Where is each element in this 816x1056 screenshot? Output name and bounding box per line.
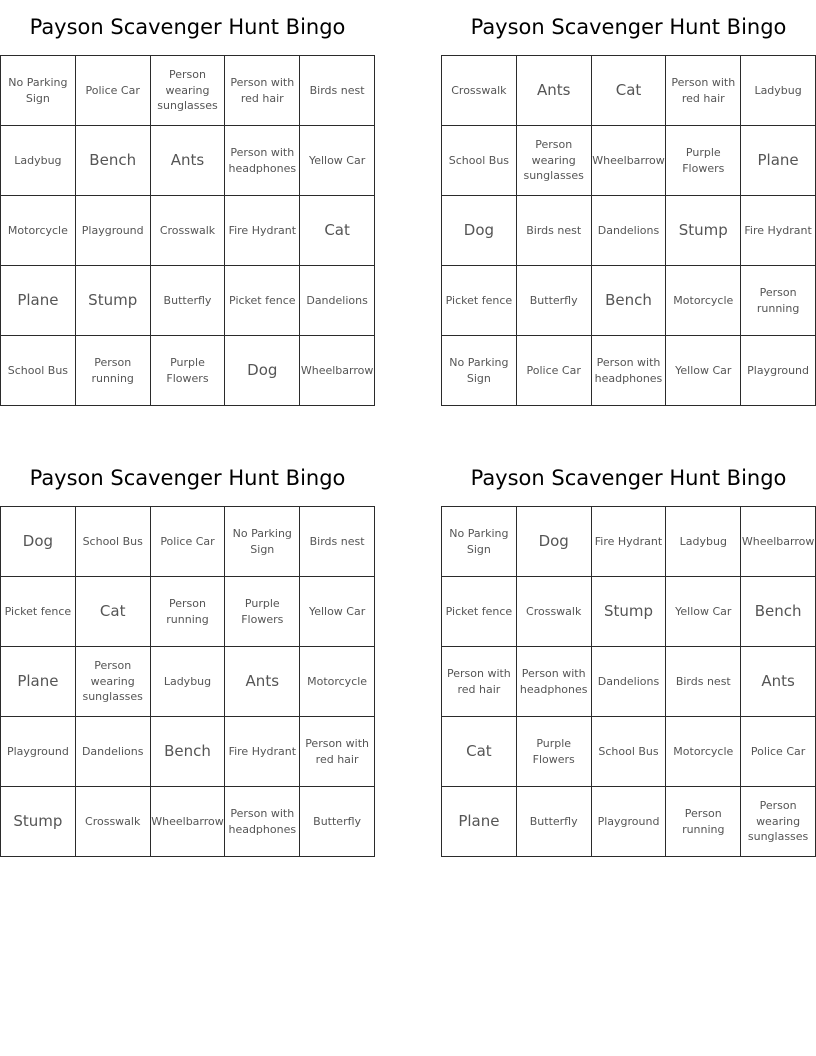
bingo-grid: [0, 55, 375, 406]
bingo-cell: Crosswalk: [517, 577, 592, 647]
bingo-cell: Picket fence: [225, 266, 300, 336]
bingo-cell: Birds nest: [517, 196, 592, 266]
bingo-cell: Bench: [592, 266, 667, 336]
bingo-cell: Person with red hair: [300, 717, 375, 787]
bingo-cell: Person with red hair: [442, 647, 517, 717]
bingo-cell: No Parking Sign: [442, 336, 517, 406]
bingo-grid: [441, 506, 816, 857]
bingo-cell: Dog: [517, 507, 592, 577]
bingo-cell: Stump: [666, 196, 741, 266]
bingo-cell: Purple Flowers: [151, 336, 226, 406]
card-title: Payson Scavenger Hunt Bingo: [470, 15, 787, 39]
bingo-cell: Dog: [225, 336, 300, 406]
bingo-card-2: [441, 0, 816, 406]
bingo-cell: Picket fence: [442, 577, 517, 647]
bingo-cell: School Bus: [442, 126, 517, 196]
bingo-cell: Cat: [76, 577, 151, 647]
card-title: Payson Scavenger Hunt Bingo: [29, 15, 346, 39]
bingo-cell: Fire Hydrant: [592, 507, 667, 577]
bingo-cell: Ants: [151, 126, 226, 196]
bingo-cell: Wheelbarrow: [592, 126, 667, 196]
bingo-cell: Person wearing sunglasses: [741, 787, 816, 857]
card-title: Payson Scavenger Hunt Bingo: [470, 466, 787, 490]
bingo-cell: Purple Flowers: [517, 717, 592, 787]
bingo-cell: Motorcycle: [1, 196, 76, 266]
bingo-cell: Ants: [517, 56, 592, 126]
bingo-cell: Cat: [300, 196, 375, 266]
bingo-cell: Stump: [592, 577, 667, 647]
bingo-cell: Person wearing sunglasses: [76, 647, 151, 717]
bingo-cell: Purple Flowers: [225, 577, 300, 647]
bingo-cell: Person with headphones: [592, 336, 667, 406]
bingo-cell: Playground: [76, 196, 151, 266]
bingo-cell: Crosswalk: [151, 196, 226, 266]
bingo-cell: Stump: [76, 266, 151, 336]
bingo-cell: Person wearing sunglasses: [517, 126, 592, 196]
bingo-cell: Ladybug: [1, 126, 76, 196]
bingo-cell: Yellow Car: [666, 577, 741, 647]
bingo-cell: Police Car: [741, 717, 816, 787]
bingo-cell: Ants: [225, 647, 300, 717]
bingo-cell: Plane: [1, 266, 76, 336]
bingo-cell: Butterfly: [151, 266, 226, 336]
bingo-cell: Dandelions: [592, 196, 667, 266]
bingo-cell: Wheelbarrow: [151, 787, 226, 857]
bingo-cell: Butterfly: [300, 787, 375, 857]
bingo-cell: Birds nest: [666, 647, 741, 717]
bingo-cell: Ladybug: [151, 647, 226, 717]
bingo-card-3: [0, 451, 375, 857]
bingo-cell: Person running: [151, 577, 226, 647]
bingo-cell: Picket fence: [1, 577, 76, 647]
bingo-cell: Fire Hydrant: [225, 196, 300, 266]
bingo-cell: Person with headphones: [517, 647, 592, 717]
bingo-cell: Playground: [741, 336, 816, 406]
bingo-cell: Yellow Car: [300, 126, 375, 196]
bingo-cell: Wheelbarrow: [741, 507, 816, 577]
bingo-cell: Person with headphones: [225, 126, 300, 196]
bingo-cell: Dog: [442, 196, 517, 266]
bingo-cell: Stump: [1, 787, 76, 857]
bingo-cell: Fire Hydrant: [225, 717, 300, 787]
bingo-cell: Ladybug: [741, 56, 816, 126]
bingo-cell: No Parking Sign: [225, 507, 300, 577]
bingo-cell: Police Car: [76, 56, 151, 126]
bingo-cell: Police Car: [151, 507, 226, 577]
bingo-cell: Crosswalk: [442, 56, 517, 126]
bingo-cell: Birds nest: [300, 507, 375, 577]
bingo-cell: Cat: [442, 717, 517, 787]
bingo-cell: Butterfly: [517, 787, 592, 857]
bingo-cell: Ladybug: [666, 507, 741, 577]
bingo-cell: Dandelions: [300, 266, 375, 336]
bingo-cell: Butterfly: [517, 266, 592, 336]
bingo-cell: Dandelions: [592, 647, 667, 717]
bingo-cell: No Parking Sign: [442, 507, 517, 577]
bingo-cell: School Bus: [1, 336, 76, 406]
bingo-cell: Yellow Car: [300, 577, 375, 647]
bingo-cell: Wheelbarrow: [300, 336, 375, 406]
bingo-cell: Person with red hair: [666, 56, 741, 126]
bingo-cell: Motorcycle: [666, 266, 741, 336]
bingo-cell: Bench: [741, 577, 816, 647]
bingo-cell: School Bus: [76, 507, 151, 577]
card-title: Payson Scavenger Hunt Bingo: [29, 466, 346, 490]
bingo-cell: School Bus: [592, 717, 667, 787]
bingo-cell: Birds nest: [300, 56, 375, 126]
bingo-cell: Fire Hydrant: [741, 196, 816, 266]
bingo-cell: Picket fence: [442, 266, 517, 336]
bingo-cell: Motorcycle: [666, 717, 741, 787]
bingo-cell: Police Car: [517, 336, 592, 406]
bingo-cell: Yellow Car: [666, 336, 741, 406]
bingo-cell: Purple Flowers: [666, 126, 741, 196]
bingo-cell: Bench: [76, 126, 151, 196]
bingo-cell: Crosswalk: [76, 787, 151, 857]
bingo-cell: Person with headphones: [225, 787, 300, 857]
bingo-card-4: [441, 451, 816, 857]
bingo-grid: [441, 55, 816, 406]
bingo-grid: [0, 506, 375, 857]
bingo-cell: Person running: [76, 336, 151, 406]
bingo-cell: Ants: [741, 647, 816, 717]
bingo-cell: Playground: [1, 717, 76, 787]
bingo-cell: No Parking Sign: [1, 56, 76, 126]
bingo-cell: Dandelions: [76, 717, 151, 787]
bingo-cell: Playground: [592, 787, 667, 857]
bingo-cell: Person wearing sunglasses: [151, 56, 226, 126]
bingo-cell: Motorcycle: [300, 647, 375, 717]
bingo-cell: Plane: [442, 787, 517, 857]
bingo-cell: Dog: [1, 507, 76, 577]
bingo-cell: Plane: [1, 647, 76, 717]
bingo-card-1: [0, 0, 375, 406]
bingo-cell: Person with red hair: [225, 56, 300, 126]
bingo-cell: Plane: [741, 126, 816, 196]
bingo-cell: Bench: [151, 717, 226, 787]
bingo-cell: Person running: [741, 266, 816, 336]
bingo-cell: Person running: [666, 787, 741, 857]
bingo-cell: Cat: [592, 56, 667, 126]
